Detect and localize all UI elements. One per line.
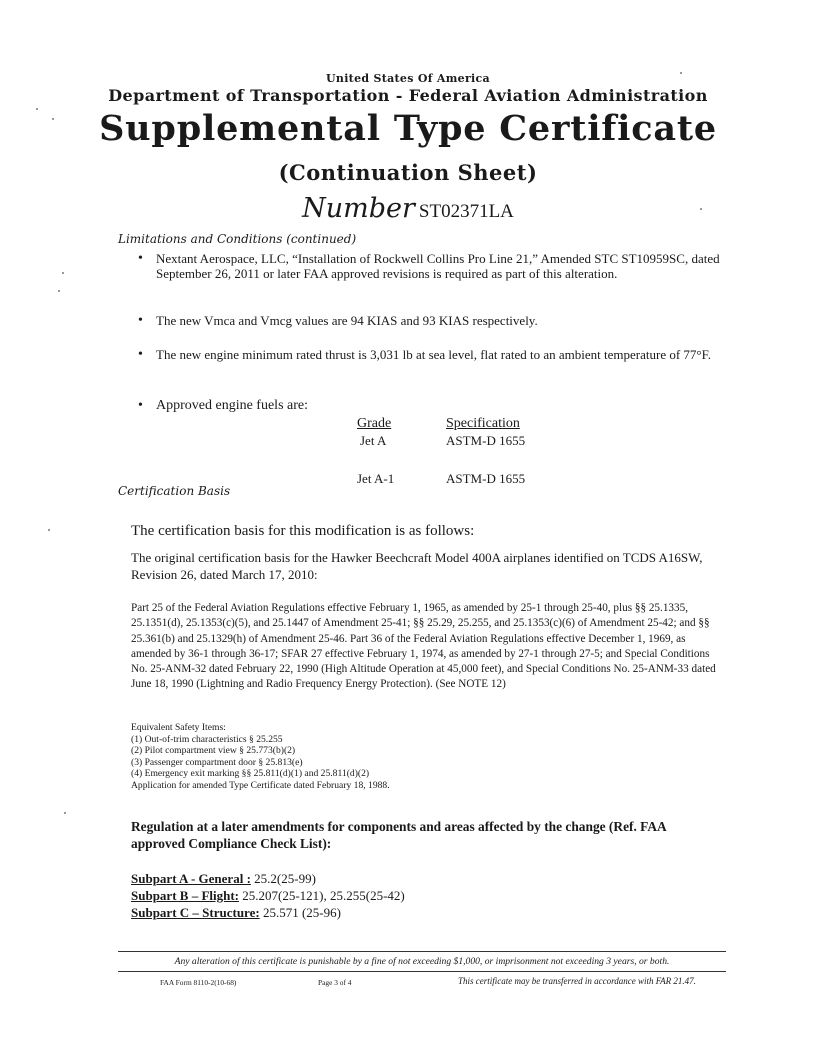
subpart-value: 25.571 (25-96): [259, 905, 341, 920]
department-heading: Department of Transportation - Federal Aviation Administration: [108, 86, 708, 105]
limitation-bullet: • Approved engine fuels are:: [156, 398, 724, 413]
fuel-spec-header: Specification: [446, 416, 520, 431]
fuel-grade-header: Grade: [357, 416, 392, 431]
footer-page-number: Page 3 of 4: [318, 978, 352, 987]
certificate-number: [0, 193, 816, 224]
footer-form-number: FAA Form 8110-2(10-68): [160, 978, 237, 987]
certification-heading: Certification Basis: [118, 484, 231, 498]
document-subtitle: (Continuation Sheet): [278, 160, 538, 185]
equivalent-item: (4) Emergency exit marking §§ 25.811(d)(1) and 25.811(d)(2): [131, 768, 370, 780]
footer-transfer-note: This certificate may be transferred in accordance with FAR 21.47.: [458, 976, 696, 986]
footer-rule-bottom: [118, 971, 726, 972]
equivalent-safety-items: [131, 722, 631, 792]
document-title: Supplemental Type Certificate: [99, 108, 717, 149]
subpart-item: [131, 887, 691, 904]
scan-speck: [64, 812, 66, 814]
scan-speck: [680, 72, 682, 74]
subpart-item: [131, 904, 691, 921]
country-heading: United States Of America: [326, 72, 490, 85]
subpart-value: 25.2(25-99): [250, 871, 316, 886]
fuel-grade-cell: Jet A: [360, 433, 387, 448]
footer-warning: Any alteration of this certificate is punishable by a fine of not exceeding $1,000, or imprisonment not exceeding 3 years, or both.: [174, 956, 670, 967]
subpart-label: Subpart C – Structure:: [131, 905, 260, 920]
subpart-label: Subpart A - General :: [131, 871, 251, 886]
certification-intro: The certification basis for this modification is as follows:: [131, 523, 475, 539]
scan-speck: [52, 118, 54, 120]
equivalent-title: Equivalent Safety Items:: [131, 722, 226, 733]
limitation-bullet: • The new engine minimum rated thrust is 3,031 lb at sea level, flat rated to an ambient temperature of 77°F.: [156, 347, 724, 362]
scan-speck: [62, 272, 64, 274]
equivalent-item: (3) Passenger compartment door § 25.813(e): [131, 756, 303, 768]
scan-speck: [48, 529, 50, 531]
scan-speck: [700, 208, 702, 210]
subpart-label: Subpart B – Flight:: [131, 888, 239, 903]
limitation-bullet: • Nextant Aerospace, LLC, “Installation of Rockwell Collins Pro Line 21,” Amended STC ST10959SC, dated September 26, 2011 or later FAA approved revisions is required as part of this alteration.: [156, 251, 724, 281]
footer-rule-top: [118, 951, 726, 952]
fuel-spec-cell: ASTM-D 1655: [446, 471, 526, 486]
equivalent-item: (1) Out-of-trim characteristics § 25.255: [131, 733, 283, 745]
regulation-heading: Regulation at a later amendments for components and areas affected by the change (Ref. FAA approved Compliance Check List):: [131, 819, 666, 851]
number-label: Number: [302, 193, 415, 224]
number-value: ST02371LA: [418, 201, 514, 222]
scan-speck: [58, 290, 60, 292]
original-basis: The original certification basis for the Hawker Beechcraft Model 400A airplanes identified on TCDS A16SW, Revision 26, dated March 17, 2010:: [131, 550, 703, 582]
fuel-spec-cell: ASTM-D 1655: [446, 433, 526, 448]
subpart-value: 25.207(25-121), 25.255(25-42): [239, 888, 405, 903]
equivalent-item: (2) Pilot compartment view § 25.773(b)(2): [131, 745, 296, 757]
fuel-grade-cell: Jet A-1: [357, 471, 395, 486]
subpart-list: [131, 870, 691, 921]
limitations-heading: Limitations and Conditions (continued): [118, 232, 357, 246]
part25-paragraph: Part 25 of the Federal Aviation Regulations effective February 1, 1965, as amended by 25-1 through 25-40, plus §§ 25.1335, 25.1351(d), 25.1353(c)(5), and 25.1447 of Amendment 25-41; §§ 25.29, 25.255, and 25.1353(c)(6) of Amendment 25-42; and §§ 25.361(b) and 25.1329(h) of Amendment 25-46. Part 36 of the Federal Aviation Regulations effective December 1, 1969, as amended by 36-1 through 36-17; SFAR 27 effective February 1, 1974, as amended by 27-1 through 27-5; and Special Conditions No. 25-ANM-32 dated February 22, 1990 (High Altitude Operation at 45,000 feet), and Special Conditions No. 25-ANM-33 dated June 18, 1990 (Lightning and Radio Frequency Energy Protection). (See NOTE 12): [131, 602, 716, 691]
subpart-item: [131, 870, 691, 887]
scan-speck: [36, 108, 38, 110]
limitation-bullet: • The new Vmca and Vmcg values are 94 KIAS and 93 KIAS respectively.: [156, 313, 724, 328]
application-line: Application for amended Type Certificate dated February 18, 1988.: [131, 779, 390, 791]
